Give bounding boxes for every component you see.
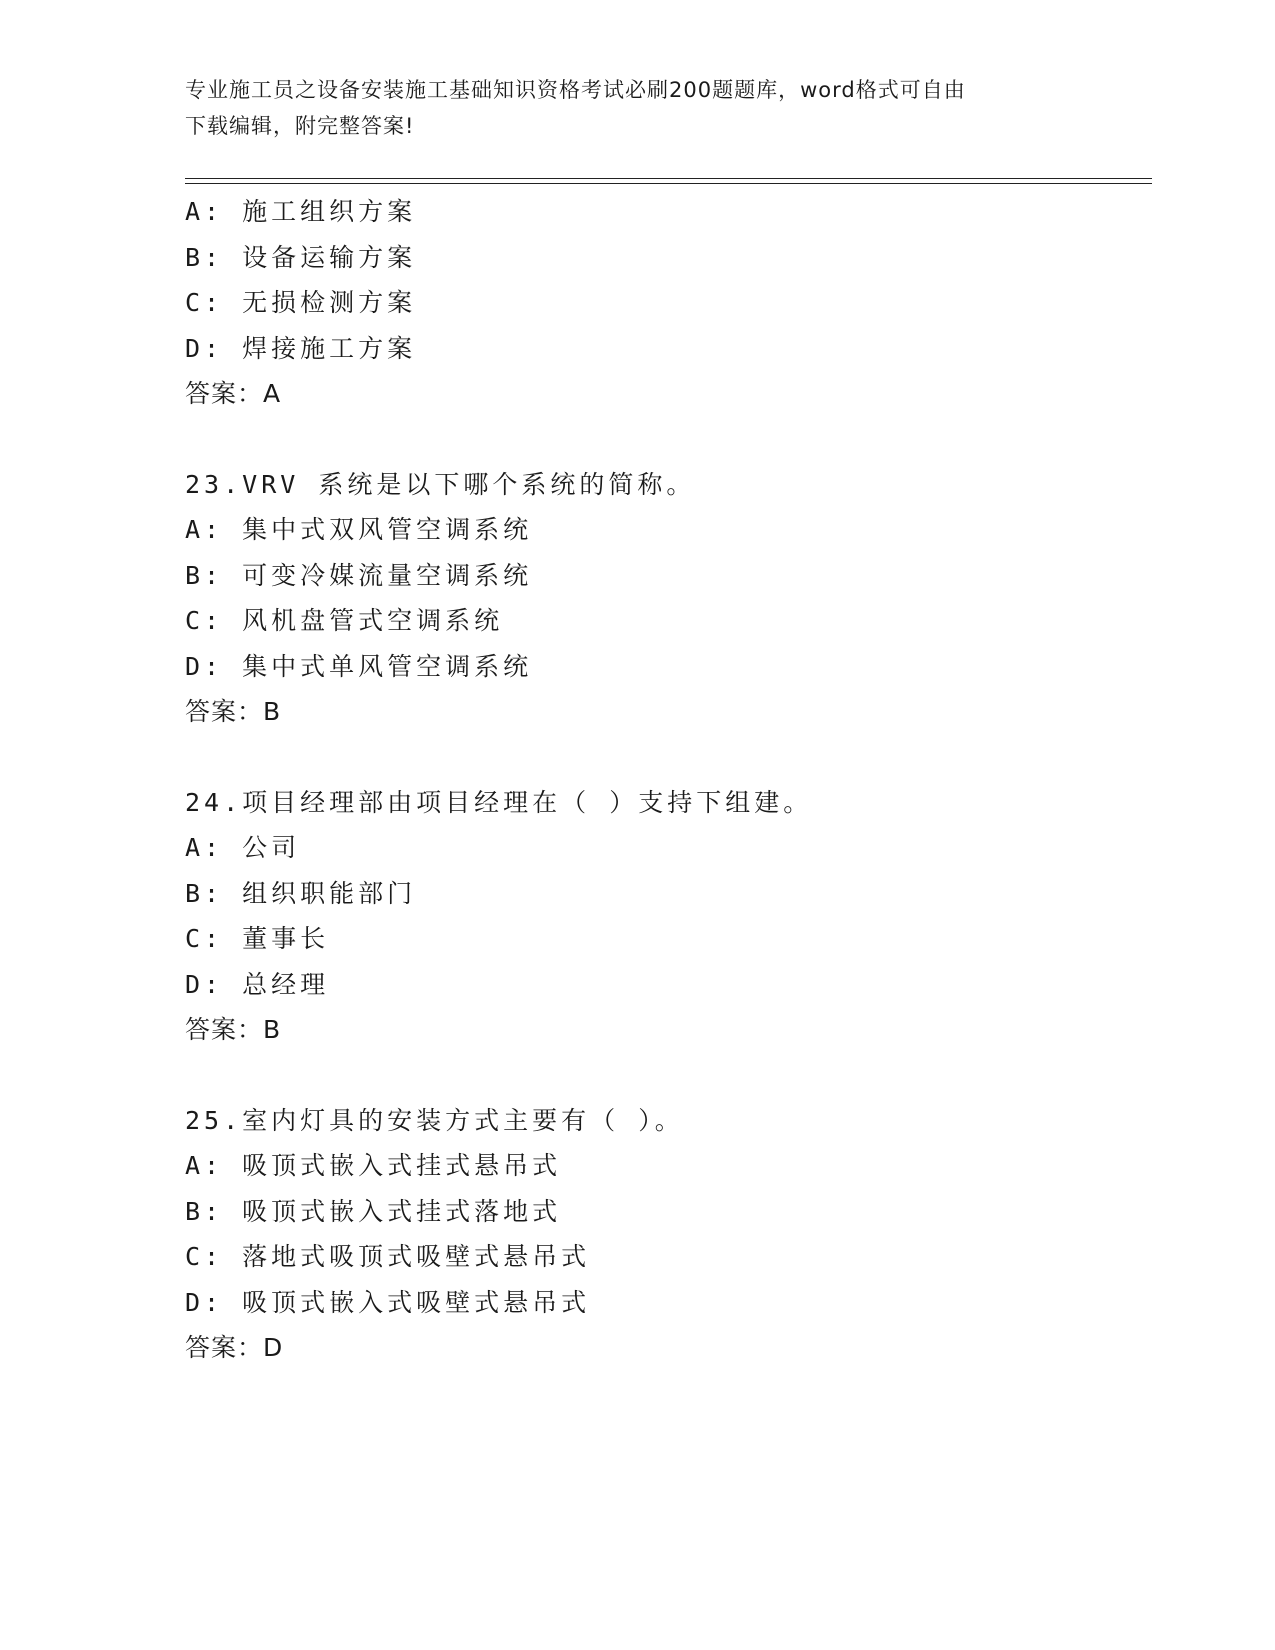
option-a: A: 集中式双风管空调系统 xyxy=(185,515,533,544)
question-23 xyxy=(185,462,1145,735)
option-d: D: 集中式单风管空调系统 xyxy=(185,651,533,681)
option-b: B: 可变冷媒流量空调系统 xyxy=(185,560,533,590)
question-stem: 23.VRV 系统是以下哪个系统的简称。 xyxy=(185,469,696,499)
question-list xyxy=(185,189,1145,1371)
header-divider-bottom xyxy=(185,183,1152,184)
option-a: A: 公司 xyxy=(185,833,301,862)
answer-line: 答案：B xyxy=(185,1015,282,1044)
question-gap xyxy=(185,417,1145,462)
option-d: D: 吸顶式嵌入式吸壁式悬吊式 xyxy=(185,1287,591,1317)
option-c: C: 董事长 xyxy=(185,924,330,953)
question-gap xyxy=(185,735,1145,780)
header-title-line-1: 专业施工员之设备安装施工基础知识资格考试必刷200题题库，word格式可自由 xyxy=(185,78,966,102)
option-b: B: 设备运输方案 xyxy=(185,242,417,272)
option-b: B: 组织职能部门 xyxy=(185,878,417,908)
option-c: C: 无损检测方案 xyxy=(185,288,417,317)
question-stem: 24.项目经理部由项目经理在（ ）支持下组建。 xyxy=(185,787,813,817)
header-title-line-2: 下载编辑，附完整答案! xyxy=(185,114,415,138)
option-a: A: 施工组织方案 xyxy=(185,197,417,226)
option-c: C: 落地式吸顶式吸壁式悬吊式 xyxy=(185,1242,591,1271)
answer-line: 答案：A xyxy=(185,379,282,408)
option-b: B: 吸顶式嵌入式挂式落地式 xyxy=(185,1196,562,1226)
document-header xyxy=(185,72,1085,144)
option-a: A: 吸顶式嵌入式挂式悬吊式 xyxy=(185,1151,562,1180)
answer-line: 答案：D xyxy=(185,1333,284,1362)
question-22 xyxy=(185,189,1145,417)
answer-line: 答案：B xyxy=(185,697,282,726)
question-gap xyxy=(185,1053,1145,1098)
question-24 xyxy=(185,780,1145,1053)
option-c: C: 风机盘管式空调系统 xyxy=(185,606,504,635)
option-d: D: 总经理 xyxy=(185,969,330,999)
option-d: D: 焊接施工方案 xyxy=(185,333,417,363)
header-divider-top xyxy=(185,178,1152,179)
question-stem: 25.室内灯具的安装方式主要有（ ）。 xyxy=(185,1105,684,1135)
question-25 xyxy=(185,1098,1145,1371)
